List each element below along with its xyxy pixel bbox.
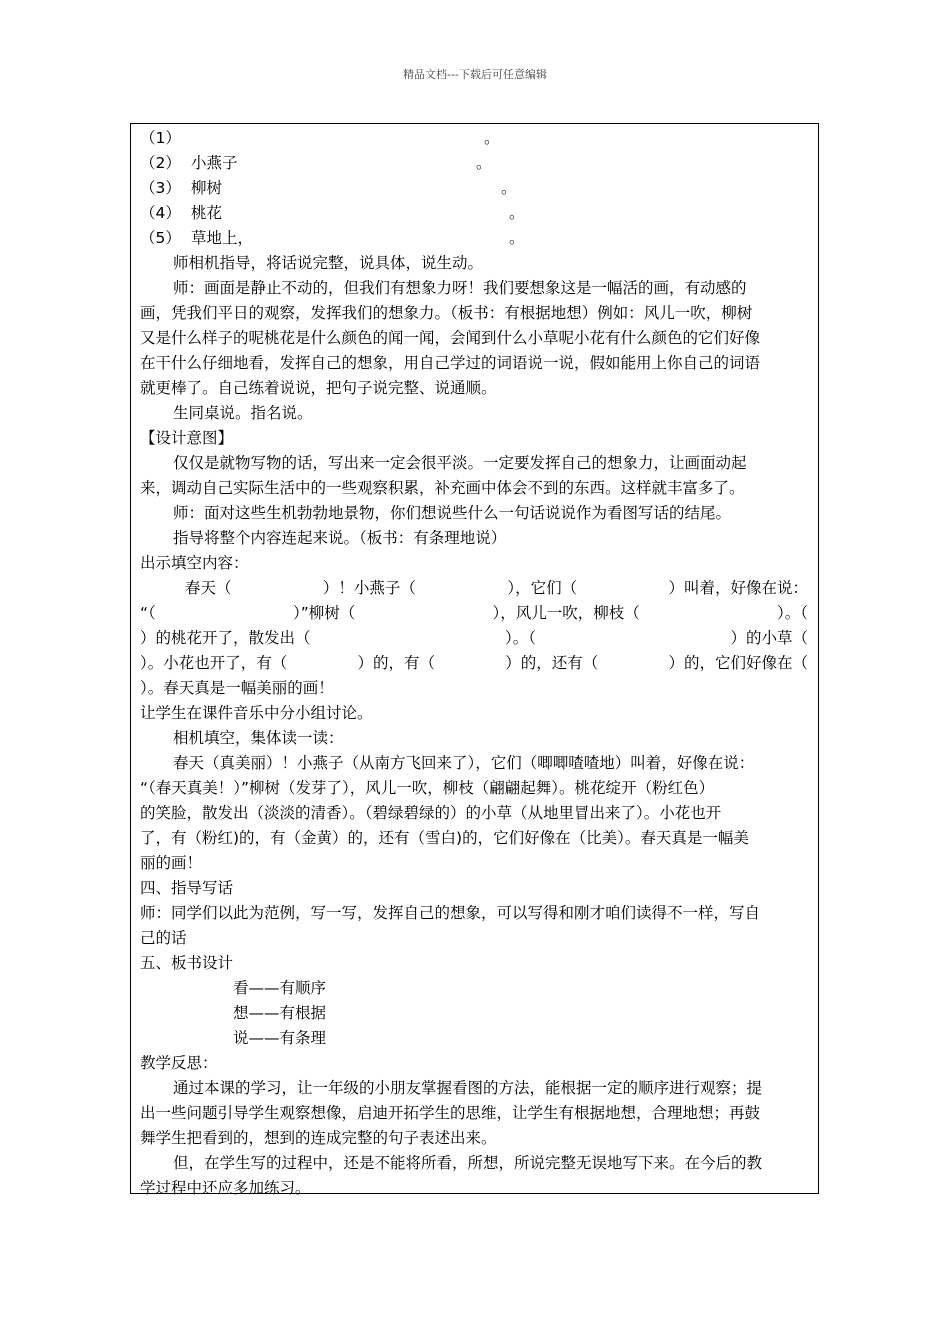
- answer-line: 的笑脸，散发出（淡淡的清香）。（碧绿碧绿的）的小草（从地里冒出来了）。小花也开: [140, 804, 722, 822]
- read-together: 相机填空，集体读一读：: [173, 729, 344, 747]
- item-1-number: （1）: [140, 129, 181, 147]
- section-4-line: 师：同学们以此为范例，写一写，发挥自己的想象，可以写得和刚才咱们读得不一样，写自: [140, 904, 761, 922]
- item-5-number: （5）: [140, 229, 181, 247]
- fill-segment: ）。（: [504, 629, 536, 647]
- reflection-line: 学过程中还应多加练习。: [140, 1179, 311, 1197]
- fill-line-2: [140, 603, 808, 623]
- answer-line: 丽的画！: [140, 854, 203, 872]
- reflection-title: 教学反思：: [140, 1054, 218, 1072]
- section-5-heading: 五、板书设计: [140, 954, 234, 972]
- fill-title: 出示填空内容：: [140, 554, 249, 572]
- guide-connect: 指导将整个内容连起来说。（板书：有条理地说）: [173, 529, 507, 547]
- fill-segment: ）的，有（: [357, 654, 435, 672]
- item-4-period: 。: [509, 204, 525, 222]
- answer-line: 春天（真美丽）！小燕子（从南方飞回来了），它们（唧唧喳喳地）叫着，好像在说：: [173, 754, 755, 772]
- design-para-line: 来，调动自己实际生活中的一些观察积累，补充画中体会不到的东西。这样就丰富多了。: [140, 479, 745, 497]
- board-item-look: 看——有顺序: [233, 979, 327, 997]
- item-2-period: 。: [476, 154, 492, 172]
- fill-line-4: [140, 653, 808, 673]
- teacher-para-line: 就更棒了。自己练着说说，把句子说完整、说通顺。: [140, 379, 497, 397]
- teacher-question: 师：面对这些生机勃勃地景物，你们想说些什么一句话说说作为看图写话的结尾。: [173, 504, 732, 522]
- fill-segment: “（: [140, 604, 156, 622]
- fill-segment: ），它们（: [507, 579, 578, 597]
- design-para-line: 仅仅是就物写物的话，写出来一定会很平淡。一定要发挥自己的想象力，让画面动起: [173, 454, 747, 472]
- fill-segment: ）”柳树（: [293, 604, 356, 622]
- item-4-number: （4）: [140, 204, 181, 222]
- reflection-line: 通过本课的学习，让一年级的小朋友掌握看图的方法，能根据一定的顺序进行观察；提: [173, 1079, 763, 1097]
- fill-segment: ）。（: [776, 604, 808, 622]
- fill-line-3: [140, 628, 808, 648]
- fill-segment: ）的桃花开了，散发出（: [140, 629, 311, 647]
- section-4-heading: 四、指导写话: [140, 879, 234, 897]
- teacher-para-line: 画，凭我们平日的观察，发挥我们的想象力。（板书：有根据地想）例如：风儿一吹，柳树: [140, 304, 753, 322]
- section-4-line: 己的话: [140, 929, 187, 947]
- answer-line: “（春天真美！）”柳树（发芽了），风儿一吹，柳枝（翩翩起舞）。桃花绽开（粉红色）: [140, 779, 715, 797]
- reflection-line: 出一些问题引导学生观察想像，启迪开拓学生的思维，让学生有根据地想，合理地想；再鼓: [140, 1104, 761, 1122]
- item-5-period: 。: [509, 229, 525, 247]
- fill-line-1: [185, 578, 808, 598]
- page-header: 精品文档---下载后可任意编辑: [403, 68, 547, 81]
- fill-line-5: ）。春天真是一幅美丽的画！: [140, 679, 334, 697]
- fill-segment: ）！小燕子（: [322, 579, 416, 597]
- item-3-text: 柳树: [191, 179, 223, 197]
- design-intent-title: 【设计意图】: [140, 429, 234, 447]
- item-3-period: 。: [501, 179, 517, 197]
- teacher-para-line: 又是什么样子的呢桃花是什么颜色的闻一闻，会闻到什么小草呢小花有什么颜色的它们好像: [140, 329, 761, 347]
- fill-segment: ）的，还有（: [505, 654, 599, 672]
- teacher-guide: 师相机指导，将话说完整，说具体，说生动。: [173, 254, 484, 272]
- fill-segment: ）叫着，好像在说：: [668, 579, 808, 597]
- fill-segment: ）。小花也开了，有（: [140, 654, 288, 672]
- answer-line: 了，有（粉红)的，有（金黄）的，还有（雪白)的，它们好像在（比美）。春天真是一幅美: [140, 829, 749, 847]
- item-2-text: 小燕子: [191, 154, 238, 172]
- teacher-para-line: 师：画面是静止不动的，但我们有想象力呀！我们要想象这是一幅活的画，有动感的: [173, 279, 747, 297]
- fill-segment: ）的，它们好像在（: [668, 654, 808, 672]
- item-5-text: 草地上，: [191, 229, 254, 247]
- item-4-text: 桃花: [191, 204, 223, 222]
- desk-talk: 生同桌说。指名说。: [173, 404, 313, 422]
- reflection-line: 舞学生把看到的，想到的连成完整的句子表述出来。: [140, 1129, 497, 1147]
- item-3-number: （3）: [140, 179, 181, 197]
- item-2-number: （2）: [140, 154, 181, 172]
- fill-segment: 春天（: [185, 579, 232, 597]
- fill-segment: ），风儿一吹，柳枝（: [492, 604, 640, 622]
- board-item-think: 想——有根据: [233, 1004, 327, 1022]
- fill-segment: ）的小草（: [730, 629, 808, 647]
- reflection-line: 但，在学生写的过程中，还是不能将所看，所想，所说完整无误地写下来。在今后的教: [173, 1154, 763, 1172]
- item-1-period: 。: [484, 129, 500, 147]
- teacher-para-line: 在干什么仔细地看，发挥自己的想象，用自己学过的词语说一说，假如能用上你自己的词语: [140, 354, 761, 372]
- board-item-say: 说——有条理: [233, 1029, 327, 1047]
- group-discussion: 让学生在课件音乐中分小组讨论。: [140, 704, 373, 722]
